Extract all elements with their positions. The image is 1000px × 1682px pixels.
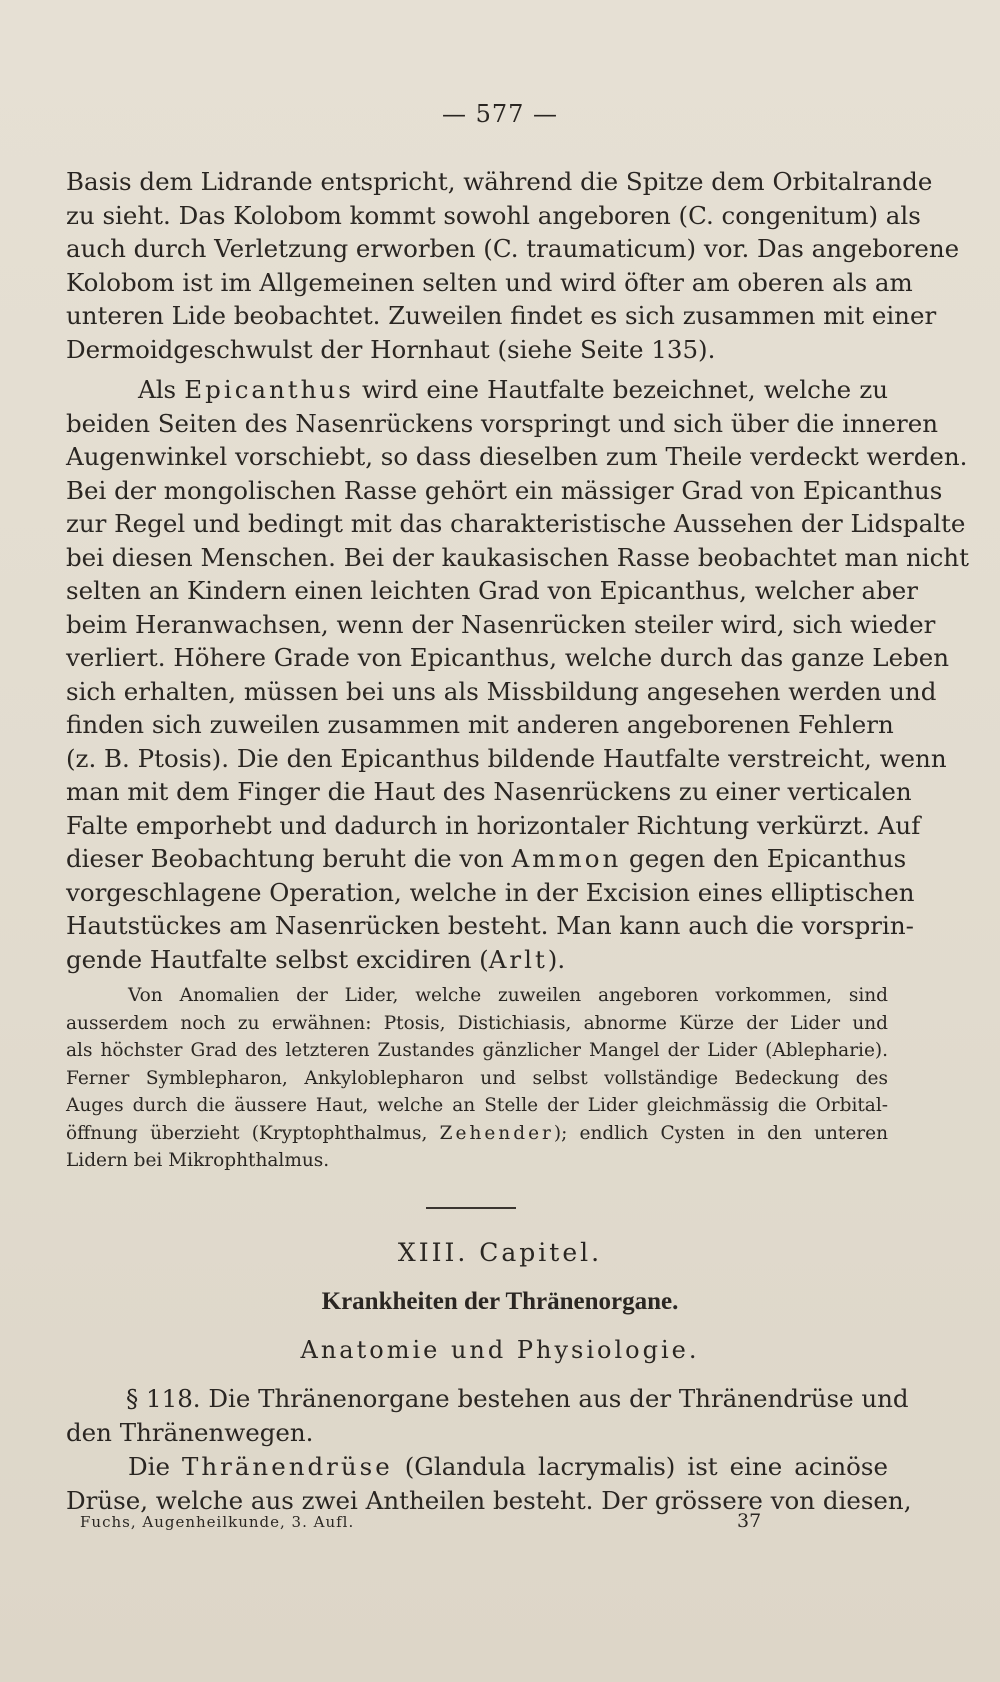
text-line: Falte emporhebt und dadurch in horizontaler Richtung verkürzt. Auf [66, 810, 921, 840]
section-divider [426, 1207, 516, 1209]
text-fragment: gende Hautfalte selbst excidiren ( [66, 944, 489, 974]
text-line: zu sieht. Das Kolobom kommt sowohl angeboren (C. congenitum) als [66, 200, 921, 230]
text-line: sich erhalten, müssen bei uns als Missbildung angesehen werden und [66, 676, 937, 706]
text-line: Auges durch die äussere Haut, welche an Stelle der Lider gleichmässig die Orbital- [66, 1095, 888, 1116]
text-line [66, 373, 888, 407]
footer-signature: Fuchs, Augenheilkunde, 3. Aufl. [80, 1513, 355, 1531]
text-fragment: ). [547, 944, 566, 974]
text-line: ausserdem noch zu erwähnen: Ptosis, Distichiasis, abnorme Kürze der Lider und [66, 1012, 888, 1034]
text-line: Dermoidgeschwulst der Hornhaut (siehe Seite 135). [66, 334, 716, 364]
text-line: Basis dem Lidrande entspricht, während die Spitze dem Orbitalrande [66, 167, 933, 196]
text-line [66, 943, 888, 977]
author-zehender: Zehender [439, 1122, 554, 1144]
text-line: bei diesen Menschen. Bei der kaukasischen Rasse beobachtet man nicht [66, 542, 969, 572]
text-line: Augenwinkel vorschiebt, so dass dieselben zum Theile verdeckt werden. [66, 442, 968, 471]
text-line: Ferner Symblepharon, Ankyloblepharon und selbst vollständige Bedeckung des [66, 1067, 888, 1089]
text-fragment: öffnung überzieht (Kryptophthalmus, [66, 1122, 440, 1144]
text-line: vorgeschlagene Operation, welche in der Excision eines elliptischen [66, 877, 915, 907]
text-line: Bei der mongolischen Rasse gehört ein mässiger Grad von Epicanthus [66, 475, 943, 505]
paragraph-epicanthus [66, 373, 969, 976]
section-subtitle: Anatomie und Physiologie. [300, 1336, 700, 1364]
text-line: auch durch Verletzung erworben (C. traumaticum) vor. Das angeborene [66, 234, 960, 263]
page-number: — 577 — [441, 100, 559, 128]
chapter-heading: XIII. Capitel. [397, 1238, 603, 1267]
text-fragment: ); endlich Cysten in den unteren [553, 1122, 889, 1144]
text-fragment: dieser Beobachtung beruht die von [66, 844, 512, 873]
footer-sheet-number: 37 [737, 1510, 762, 1532]
text-fragment: gegen den Epicanthus [621, 844, 907, 873]
paragraph-coloboma [66, 165, 960, 366]
text-fragment: Die [128, 1452, 182, 1481]
chapter-title: Krankheiten der Thränenorgane. [321, 1288, 679, 1315]
text-line: unteren Lide beobachtet. Zuweilen findet es sich zusammen mit einer [66, 301, 937, 330]
paragraph-section-118 [66, 1382, 909, 1449]
author-ammon: Ammon [511, 844, 622, 873]
text-line: Lidern bei Mikrophthalmus. [66, 1150, 330, 1171]
text-line: beim Heranwachsen, wenn der Nasenrücken steiler wird, sich wieder [66, 609, 936, 639]
text-line [66, 842, 907, 876]
text-line: als höchster Grad des letzteren Zustandes gänzlicher Mangel der Lider (Ablepharie). [66, 1040, 888, 1061]
paragraph-lacrimal-gland [66, 1450, 912, 1517]
text-fragment: wird eine Hautfalte bezeichnet, welche zu [353, 375, 889, 404]
text-line: man mit dem Finger die Haut des Nasenrückens zu einer verticalen [66, 777, 912, 806]
text-line: den Thränenwegen. [66, 1417, 314, 1447]
text-fragment: (Glandula lacrymalis) ist eine acinöse [392, 1452, 889, 1481]
text-line: selten an Kindern einen leichten Grad von Epicanthus, welcher aber [66, 576, 919, 605]
text-line: Von Anomalien der Lider, welche zuweilen angeboren vorkommen, sind [128, 985, 888, 1006]
term-epicanthus: Epicanthus [184, 375, 354, 404]
small-print-paragraph [66, 982, 888, 1175]
text-line: Drüse, welche aus zwei Antheilen besteht. Der grössere von diesen, [66, 1485, 912, 1515]
text-line: beiden Seiten des Nasenrückens vorspringt und sich über die inneren [66, 408, 939, 438]
text-fragment: Als [138, 375, 185, 404]
text-line: Kolobom ist im Allgemeinen selten und wird öfter am oberen als am [66, 267, 913, 297]
author-arlt: Arlt [488, 944, 548, 974]
text-line: verliert. Höhere Grade von Epicanthus, welche durch das ganze Leben [66, 643, 950, 672]
text-line: zur Regel und bedingt mit das charakteristische Aussehen der Lidspalte [66, 509, 966, 538]
text-line [66, 1450, 888, 1484]
text-line: Hautstückes am Nasenrücken besteht. Man kann auch die vorsprin- [66, 911, 914, 940]
term-thraenendruese: Thränendrüse [181, 1452, 393, 1481]
text-line: § 118. Die Thränenorgane bestehen aus der Thränendrüse und [126, 1384, 909, 1413]
text-line: finden sich zuweilen zusammen mit anderen angeborenen Fehlern [66, 710, 894, 739]
text-line [66, 1120, 888, 1148]
text-line: (z. B. Ptosis). Die den Epicanthus bildende Hautfalte verstreicht, wenn [66, 743, 947, 773]
